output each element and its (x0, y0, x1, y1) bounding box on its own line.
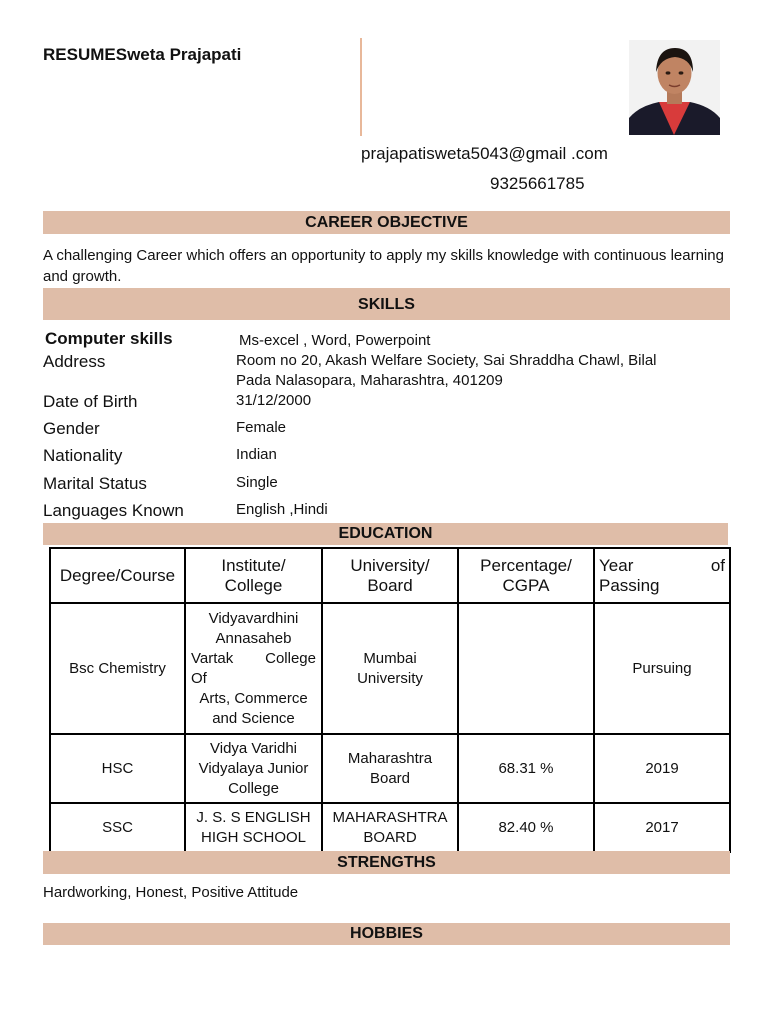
institute-line: Annasaheb (215, 629, 292, 647)
institute-line: Vidyavardhini (208, 609, 299, 627)
institute-line: Vidyalaya Junior (198, 759, 309, 777)
phone-number: 9325661785 (490, 174, 585, 193)
university-cell (322, 603, 458, 734)
header-university-line-2: Board (367, 575, 413, 595)
nationality-label: Nationality (43, 446, 123, 465)
email-address: prajapatisweta5043@gmail .com (361, 144, 608, 163)
dob-value: 31/12/2000 (236, 392, 312, 409)
university-cell (322, 734, 458, 803)
dob-label: Date of Birth (43, 392, 138, 411)
percentage-cell (458, 603, 594, 734)
address-value (236, 351, 657, 391)
table-row (50, 734, 730, 803)
table-row (50, 803, 730, 852)
degree-cell: Bsc Chemistry (50, 603, 185, 734)
marital-status-label: Marital Status (43, 474, 147, 493)
institute-line: Arts, Commerce (199, 689, 308, 707)
institute-line: Of (191, 669, 207, 687)
header-percentage-line-2: CGPA (502, 575, 550, 595)
university-line: MAHARASHTRA (332, 808, 448, 826)
institute-line: College (228, 779, 279, 797)
education-table (49, 547, 731, 853)
institute-cell (185, 603, 322, 734)
address-line-2: Pada Nalasopara, Maharashtra, 401209 (236, 372, 503, 389)
header-percentage-line-1: Percentage/ (480, 555, 572, 575)
section-header-strengths: STRENGTHS (43, 851, 730, 874)
institute-cell (185, 734, 322, 803)
header-degree: Degree/Course (50, 548, 185, 603)
resume-title: RESUMESweta Prajapati (43, 45, 242, 64)
languages-label: Languages Known (43, 501, 184, 520)
university-cell (322, 803, 458, 852)
institute-line: J. S. S ENGLISH (196, 808, 311, 826)
header-institute (185, 548, 322, 603)
university-line: Mumbai (363, 649, 417, 667)
profile-photo-image (629, 40, 720, 135)
header-university (322, 548, 458, 603)
nationality-value: Indian (236, 446, 277, 463)
table-row (50, 603, 730, 734)
header-divider (360, 38, 362, 136)
career-objective-text: A challenging Career which offers an opportunity to apply my skills knowledge with continuous learning and growth. (43, 247, 724, 285)
section-header-skills: SKILLS (43, 288, 730, 320)
strengths-text: Hardworking, Honest, Positive Attitude (43, 884, 299, 901)
year-cell: Pursuing (594, 603, 730, 734)
degree-cell: SSC (50, 803, 185, 852)
university-line: Board (369, 769, 411, 787)
header-institute-line-1: Institute/ (221, 555, 286, 575)
university-line: BOARD (363, 828, 417, 846)
institute-line: and Science (212, 709, 295, 727)
computer-skills-label: Computer skills (45, 329, 173, 348)
institute-line: HIGH SCHOOL (200, 828, 306, 846)
percentage-cell: 82.40 % (458, 803, 594, 852)
profile-photo (629, 40, 720, 135)
computer-skills-value: Ms-excel , Word, Powerpoint (239, 332, 431, 349)
section-header-hobbies: HOBBIES (43, 923, 730, 945)
address-label: Address (43, 352, 106, 371)
university-line: University (357, 669, 423, 687)
gender-value: Female (236, 419, 287, 436)
header-year-line-2: Passing (599, 575, 660, 595)
header-year-line-1: Year of (599, 555, 725, 575)
year-cell: 2017 (594, 803, 730, 852)
institute-cell (185, 803, 322, 852)
header-university-line-1: University/ (350, 555, 430, 575)
year-cell: 2019 (594, 734, 730, 803)
percentage-cell: 68.31 % (458, 734, 594, 803)
header-year (594, 548, 730, 603)
section-header-career-objective: CAREER OBJECTIVE (43, 211, 730, 234)
institute-line: Vidya Varidhi (210, 739, 297, 757)
address-line-1: Room no 20, Akash Welfare Society, Sai Shraddha Chawl, Bilal (236, 352, 657, 369)
section-header-education: EDUCATION (43, 523, 728, 545)
languages-value: English ,Hindi (236, 501, 328, 518)
education-header-row (50, 548, 730, 603)
marital-status-value: Single (236, 474, 278, 491)
institute-line: Vartak College (191, 649, 316, 667)
degree-cell: HSC (50, 734, 185, 803)
header-institute-line-2: College (224, 575, 283, 595)
header-percentage (458, 548, 594, 603)
gender-label: Gender (43, 419, 100, 438)
university-line: Maharashtra (347, 749, 433, 767)
